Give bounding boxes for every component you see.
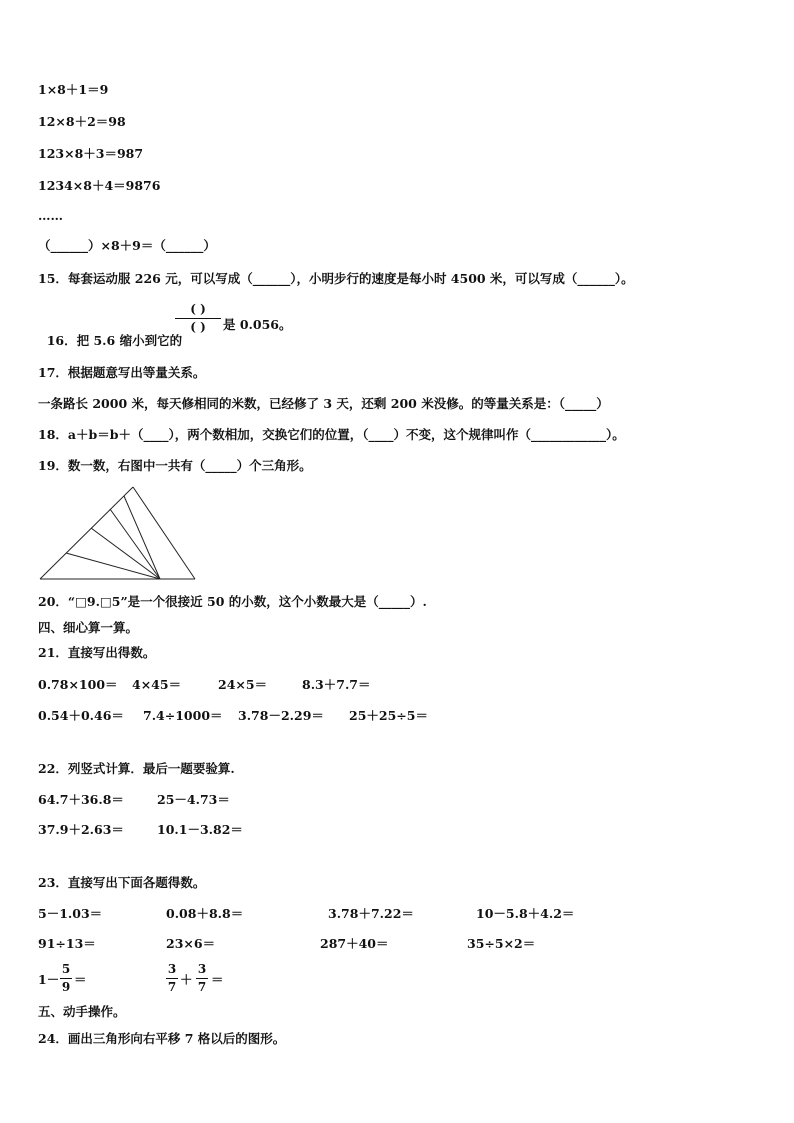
q21-item: 4×45＝ <box>132 677 182 692</box>
question-19: 19．数一数，右图中一共有（_____）个三角形。 <box>38 458 312 473</box>
q21-item: 0.78×100＝ <box>38 677 118 692</box>
fraction-denominator-blank: ( ) <box>190 320 206 334</box>
q23-frac1-lead: 1－ <box>38 972 60 987</box>
q23-frac1: 5 9 <box>61 962 71 994</box>
question-17-title: 17．根据题意写出等量关系。 <box>38 365 206 380</box>
question-18: 18．a＋b＝b＋（____），两个数相加，交换它们的位置，（____）不变，这个规律叫作（____________）。 <box>38 427 625 442</box>
fraction-numerator-blank: ( ) <box>190 302 206 316</box>
section-4-heading: 四、细心算一算。 <box>38 620 139 635</box>
q22-item: 37.9＋2.63＝ <box>38 822 124 837</box>
q23-item: 3.78＋7.22＝ <box>328 906 414 921</box>
question-16-fraction <box>175 302 221 335</box>
question-23-title: 23．直接写出下面各题得数。 <box>38 875 206 890</box>
q23-frac2b: 3 7 <box>197 962 207 994</box>
q21-item: 25＋25÷5＝ <box>349 708 428 723</box>
q23-item: 35÷5×2＝ <box>467 936 536 951</box>
pattern-ellipsis: …… <box>38 208 63 223</box>
q23-frac1-equals: ＝ <box>74 972 87 987</box>
q23-frac2-equals: ＝ <box>211 972 224 987</box>
q21-item: 3.78－2.29＝ <box>238 708 324 723</box>
question-20: 20．“□9.□5”是一个很接近 50 的小数，这个小数最大是（_____）. <box>38 594 427 609</box>
question-17-body: 一条路长 2000 米，每天修相同的米数，已经修了 3 天，还剩 200 米没修。的等量关系是：（_____） <box>38 396 609 411</box>
q23-item: 5－1.03＝ <box>38 906 103 921</box>
pattern-line-1: 1×8＋1＝9 <box>38 82 109 97</box>
q21-item: 8.3＋7.7＝ <box>302 677 371 692</box>
question-21-title: 21．直接写出得数。 <box>38 645 156 660</box>
q22-item: 10.1－3.82＝ <box>157 822 243 837</box>
q23-item: 0.08＋8.8＝ <box>166 906 244 921</box>
question-16 <box>38 317 182 349</box>
pattern-line-4: 1234×8＋4＝9876 <box>38 178 161 193</box>
question-15: 15．每套运动服 226 元，可以写成（______），小明步行的速度是每小时 4500 米，可以写成（______）。 <box>38 271 634 286</box>
question-22-title: 22．列竖式计算．最后一题要验算. <box>38 761 235 776</box>
question-16-suffix: 是 0.056。 <box>223 317 292 332</box>
q23-item: 23×6＝ <box>166 936 216 951</box>
section-5-heading: 五、动手操作。 <box>38 1004 126 1019</box>
pattern-blank-line: （______）×8＋9＝（______） <box>38 238 216 253</box>
q23-frac2-op: ＋ <box>180 972 193 987</box>
q21-item: 0.54＋0.46＝ <box>38 708 124 723</box>
pattern-line-3: 123×8＋3＝987 <box>38 146 144 161</box>
q21-item: 7.4÷1000＝ <box>143 708 223 723</box>
q21-item: 24×5＝ <box>218 677 268 692</box>
q23-item: 287＋40＝ <box>320 936 389 951</box>
question-16-prefix: 16．把 5.6 缩小到它的 <box>46 333 183 348</box>
question-24: 24．画出三角形向右平移 7 格以后的图形。 <box>38 1031 286 1046</box>
q22-item: 64.7＋36.8＝ <box>38 792 124 807</box>
pattern-line-2: 12×8＋2＝98 <box>38 114 126 129</box>
q23-frac2a: 3 7 <box>167 962 177 994</box>
q23-item: 91÷13＝ <box>38 936 96 951</box>
triangle-figure <box>38 486 198 582</box>
q22-item: 25－4.73＝ <box>157 792 230 807</box>
q23-item: 10－5.8＋4.2＝ <box>476 906 575 921</box>
